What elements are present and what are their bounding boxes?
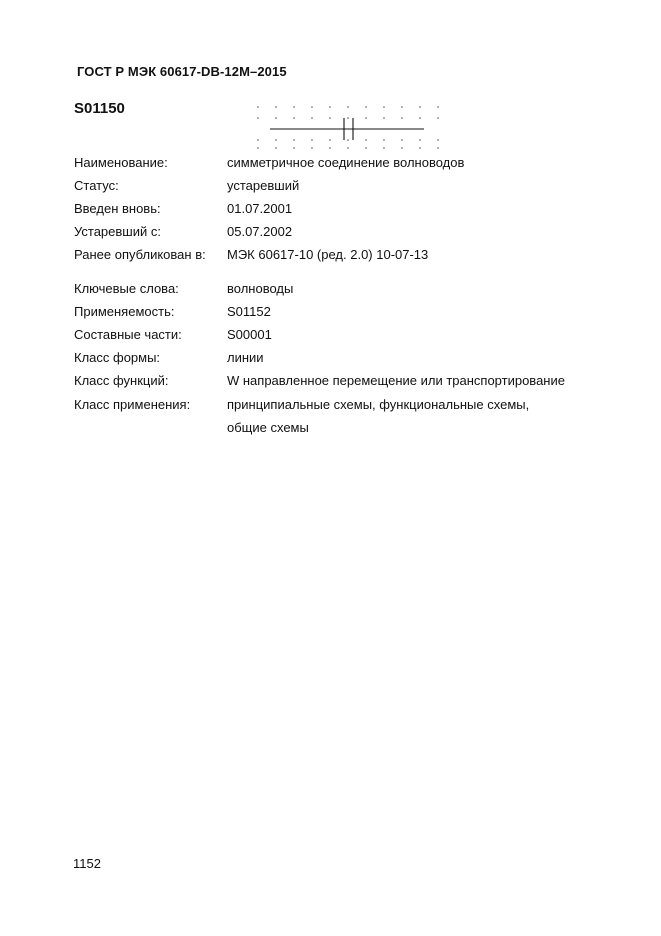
property-label: Класс функций: (74, 373, 169, 388)
property-row-function-class (74, 372, 634, 390)
property-value: волноводы (227, 281, 294, 296)
property-value: принципиальные схемы, функциональные схемы, (227, 397, 530, 412)
symbol-code: S01150 (74, 100, 125, 117)
property-row-shape-class (74, 349, 634, 367)
document-header: ГОСТ Р МЭК 60617-DB-12M–2015 (77, 64, 287, 79)
page-number: 1152 (73, 856, 101, 871)
property-value: МЭК 60617-10 (ред. 2.0) 10-07-13 (227, 247, 429, 262)
property-label: Введен вновь: (74, 201, 161, 216)
property-row-status (74, 177, 634, 195)
property-label: Ключевые слова: (74, 281, 179, 296)
property-row-previously-published (74, 246, 634, 264)
property-label: Наименование: (74, 155, 168, 170)
property-value: линии (227, 350, 264, 365)
property-label: Устаревший с: (74, 224, 161, 239)
property-value-continued: общие схемы (227, 420, 309, 435)
property-label: Класс формы: (74, 350, 161, 365)
symbol-figure (255, 101, 445, 149)
property-row-application-class-continued (74, 419, 634, 437)
property-label: Класс применения: (74, 397, 191, 412)
property-row-keywords (74, 280, 634, 298)
property-row-obsolete-since (74, 223, 634, 241)
property-label: Ранее опубликован в: (74, 247, 206, 262)
grid-dots (257, 106, 439, 149)
property-value: W направленное перемещение или транспортирование (227, 373, 565, 388)
property-row-introduced (74, 200, 634, 218)
property-value: S00001 (227, 327, 272, 342)
property-value: устаревший (227, 178, 300, 193)
property-value: S01152 (227, 304, 271, 319)
property-row-name (74, 154, 634, 172)
property-row-components (74, 326, 634, 344)
property-label: Применяемость: (74, 304, 175, 319)
property-value: 01.07.2001 (227, 201, 293, 216)
property-value: симметричное соединение волноводов (227, 155, 465, 170)
property-label: Составные части: (74, 327, 182, 342)
property-row-application-class (74, 396, 634, 414)
property-value: 05.07.2002 (227, 224, 293, 239)
property-label: Статус: (74, 178, 119, 193)
waveguide-joint-icon (270, 118, 424, 140)
property-row-applicability (74, 303, 634, 321)
